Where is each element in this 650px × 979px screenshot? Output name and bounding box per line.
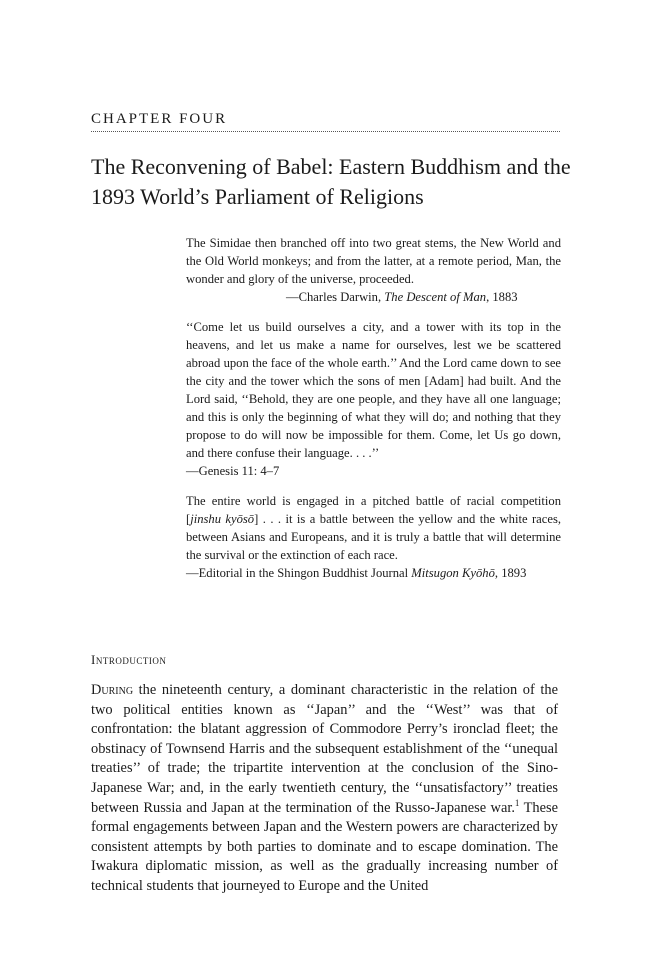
epigraph-text-part: ] . . . it is a battle between the yellow and the white races, between Asians and Europeans, and it is truly a battle that will determine the survival or the extinction of each race. <box>186 512 561 562</box>
epigraph-attribution <box>186 288 561 306</box>
body-text-part: These formal engagements between Japan and the Western powers are characterized by consistent attempts by both parties to dominate and to escape domination. The Iwakura diplomatic mission, as well as the gradually increasing number of technical students that journeyed to Europe and the United <box>91 799 558 894</box>
epigraph-text-part: The entire world is engaged in a pitched battle of racial competition [ <box>186 494 561 526</box>
section-heading: Introduction <box>91 652 167 667</box>
epigraph-attribution: —Genesis 11: 4–7 <box>186 464 280 478</box>
epigraph-text <box>186 492 561 564</box>
body-text-part: the nineteenth century, a dominant characteristic in the relation of the two political entities known as ‘‘Japan’’ and the ‘‘West’’ was that of confrontation: the blatant aggression of Commodore Perry’s ironclad fleet; the obstinacy of Townsend Harris and the subsequent establishment of the ‘‘unequal treaties’’ of trade; the tripartite intervention at the conclusion of the Sino-Japanese War; and, in the early twentieth century, the ‘‘unsatisfactory’’ treaties between Russia and Japan at the termination of the Russo-Japanese war. <box>91 682 558 816</box>
epigraph-text: The Simidae then branched off into two great stems, the New World and the Old World monkeys; and from the latter, at a remote period, Man, the wonder and glory of the universe, proceeded. <box>186 236 561 286</box>
attribution-work: The Descent of Man <box>384 290 487 304</box>
epigraph-text: ‘‘Come let us build ourselves a city, and a tower with its top in the heavens, and let us make a name for ourselves, lest we be scattered abroad upon the face of the whole earth.’’ And the Lord came down to see the city and the tower which the sons of men [Adam] had built. And the Lord said, ‘‘Behold, they are one people, and they have all one language; and this is only the beginning of what they will do; and nothing that they propose to do will now be impossible for them. Come, let Us go down, and there confuse their language. . . .’’ <box>186 320 561 460</box>
epigraph-italic-term: jinshu kyōsō <box>190 512 255 526</box>
chapter-title <box>91 152 571 212</box>
epigraph-darwin <box>186 234 561 306</box>
body-paragraph <box>91 681 558 897</box>
epigraph-genesis <box>186 318 561 480</box>
attribution-year: , 1883 <box>486 290 518 304</box>
chapter-title-line-2: 1893 World’s Parliament of Religions <box>91 184 424 209</box>
attribution-prefix: —Editorial in the Shingon Buddhist Journal <box>186 566 412 580</box>
attribution-work: Mitsugon Kyōhō <box>411 566 495 580</box>
chapter-divider <box>91 131 560 132</box>
epigraph-editorial <box>186 492 561 582</box>
attribution-year: , 1893 <box>494 566 527 580</box>
epigraphs <box>186 234 561 594</box>
chapter-label: CHAPTER FOUR <box>91 111 228 127</box>
footnote-marker[interactable]: 1 <box>514 797 520 808</box>
dropcap-word: During <box>91 682 134 698</box>
attribution-author: —Charles Darwin, <box>286 290 385 304</box>
epigraph-attribution <box>186 564 561 582</box>
chapter-title-line-1: The Reconvening of Babel: Eastern Buddhism and the <box>91 154 571 179</box>
